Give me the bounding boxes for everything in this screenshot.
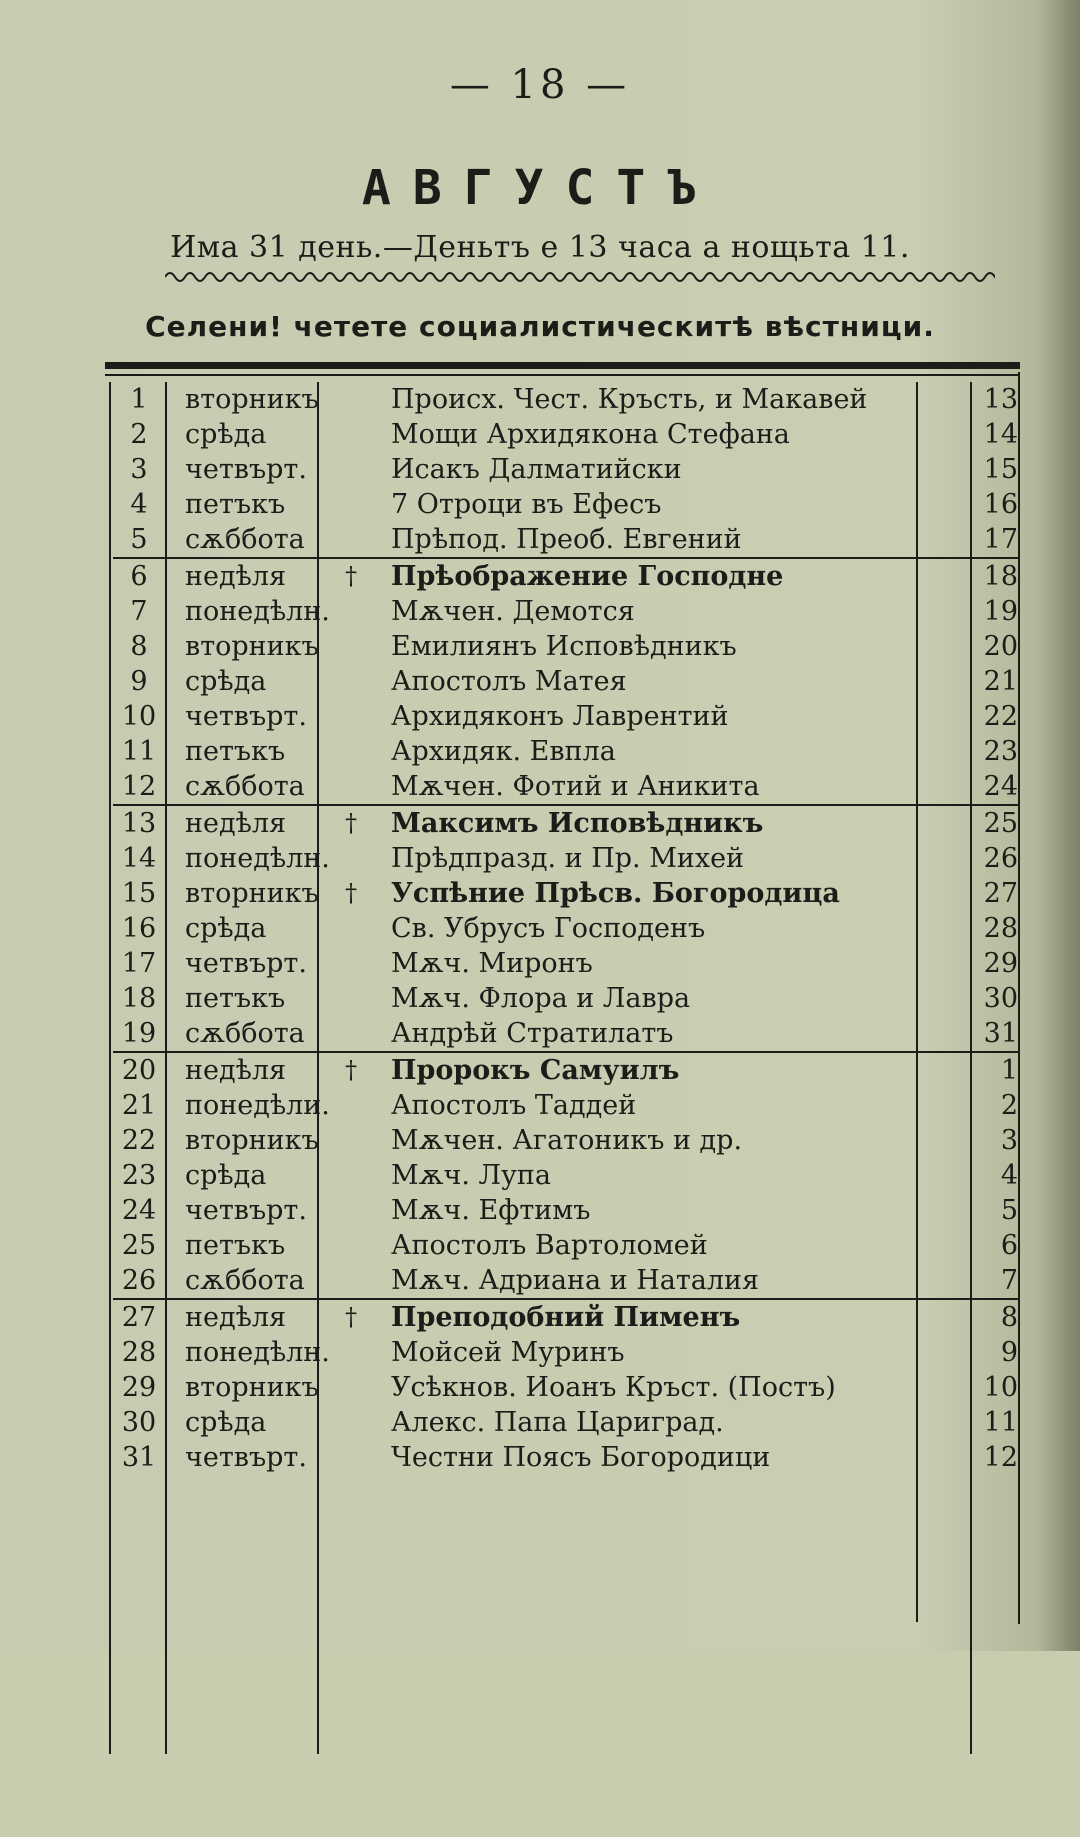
- slogan: Селени! четете социалистическитѣ вѣстници.: [145, 310, 935, 343]
- calendar-row: [113, 1405, 1019, 1440]
- feast-name: 7 Отроци въ Ефесъ: [391, 489, 662, 520]
- week-group: [113, 804, 1019, 1051]
- calendar-row: [113, 1193, 1019, 1228]
- old-style-date: 5: [1000, 1195, 1018, 1226]
- calendar-row: [113, 522, 1019, 557]
- calendar-row: [113, 594, 1019, 629]
- weekday: петъкъ: [185, 736, 286, 767]
- old-style-date: 18: [983, 561, 1018, 592]
- old-style-date: 23: [983, 736, 1018, 767]
- date-number: 26: [121, 1265, 157, 1296]
- calendar-row: [113, 1158, 1019, 1193]
- feast-name: Преподобний Пименъ: [391, 1302, 741, 1333]
- old-style-date: 8: [1000, 1302, 1018, 1333]
- date-number: 19: [121, 1018, 157, 1049]
- date-number: 29: [121, 1372, 157, 1403]
- feast-name: Апостолъ Вартоломей: [391, 1230, 708, 1261]
- wavy-divider: [165, 268, 995, 286]
- weekday: четвърт.: [185, 1442, 307, 1473]
- feast-name: Архидяконъ Лаврентий: [391, 701, 729, 732]
- weekday: вторникъ: [185, 1125, 319, 1156]
- old-style-date: 15: [983, 454, 1018, 485]
- date-number: 21: [121, 1090, 157, 1121]
- table-top-rule: [105, 362, 1020, 369]
- date-number: 8: [130, 631, 148, 662]
- date-number: 14: [121, 843, 157, 874]
- calendar-row: [113, 769, 1019, 804]
- old-style-date: 19: [983, 596, 1018, 627]
- date-number: 24: [121, 1195, 157, 1226]
- calendar-row: [113, 1300, 1019, 1335]
- weekday: вторникъ: [185, 631, 319, 662]
- date-number: 17: [121, 948, 157, 979]
- date-number: 18: [121, 983, 157, 1014]
- date-number: 28: [121, 1337, 157, 1368]
- feast-name: Апостолъ Матея: [391, 666, 627, 697]
- feast-name: Максимъ Исповѣдникъ: [391, 808, 764, 839]
- calendar-row: [113, 841, 1019, 876]
- old-style-date: 17: [983, 524, 1018, 555]
- calendar-row: [113, 876, 1019, 911]
- week-group: [113, 1298, 1019, 1475]
- date-number: 23: [121, 1160, 157, 1191]
- calendar-row: [113, 1228, 1019, 1263]
- weekday: четвърт.: [185, 948, 307, 979]
- calendar-row: [113, 1370, 1019, 1405]
- calendar-row: [113, 699, 1019, 734]
- date-number: 1: [130, 384, 148, 415]
- old-style-date: 25: [983, 808, 1018, 839]
- feast-name: Прѣдпразд. и Пр. Михей: [391, 843, 745, 874]
- date-number: 12: [121, 771, 157, 802]
- feast-name: Мѫчен. Демотся: [391, 596, 635, 627]
- calendar-row: [113, 946, 1019, 981]
- date-number: 30: [121, 1407, 157, 1438]
- feast-name: Мѫчен. Фотий и Аникита: [391, 771, 760, 802]
- feast-cross: †: [345, 1303, 357, 1331]
- feast-name: Андрѣй Стратилатъ: [391, 1018, 674, 1049]
- weekday: недѣля: [185, 1302, 287, 1333]
- old-style-date: 29: [983, 948, 1018, 979]
- feast-name: Прѣображение Господне: [391, 561, 784, 592]
- calendar-row: [113, 911, 1019, 946]
- weekday: сѫббота: [185, 524, 305, 555]
- weekday: петъкъ: [185, 1230, 286, 1261]
- calendar-row: [113, 487, 1019, 522]
- date-number: 16: [121, 913, 157, 944]
- feast-name: Происх. Чест. Кръсть, и Макавей: [391, 384, 868, 415]
- old-style-date: 7: [1000, 1265, 1018, 1296]
- date-number: 3: [130, 454, 148, 485]
- weekday: понедѣли.: [185, 1090, 330, 1121]
- old-style-date: 21: [983, 666, 1018, 697]
- calendar-row: [113, 559, 1019, 594]
- calendar-row: [113, 1016, 1019, 1051]
- feast-name: Алекс. Папа Цариград.: [391, 1407, 724, 1438]
- old-style-date: 13: [983, 384, 1018, 415]
- feast-name: Успѣние Прѣсв. Богородица: [391, 878, 840, 909]
- feast-cross: †: [345, 562, 357, 590]
- weekday: четвърт.: [185, 701, 307, 732]
- calendar-row: [113, 734, 1019, 769]
- old-style-date: 20: [983, 631, 1018, 662]
- weekday: срѣда: [185, 913, 267, 944]
- calendar-row: [113, 629, 1019, 664]
- date-number: 2: [130, 419, 148, 450]
- weekday: срѣда: [185, 419, 267, 450]
- feast-name: Мѫчен. Агатоникъ и др.: [391, 1125, 743, 1156]
- weekday: вторникъ: [185, 1372, 319, 1403]
- weekday: петъкъ: [185, 489, 286, 520]
- feast-name: Честни Поясъ Богородици: [391, 1442, 771, 1473]
- week-group: [113, 382, 1019, 557]
- feast-name: Мѫч. Ефтимъ: [391, 1195, 591, 1226]
- calendar-row: [113, 1335, 1019, 1370]
- old-style-date: 26: [983, 843, 1018, 874]
- date-number: 6: [130, 561, 148, 592]
- weekday: недѣля: [185, 808, 287, 839]
- old-style-date: 16: [983, 489, 1018, 520]
- old-style-date: 9: [1000, 1337, 1018, 1368]
- weekday: сѫббота: [185, 1018, 305, 1049]
- feast-name: Архидяк. Евпла: [391, 736, 616, 767]
- old-style-date: 11: [983, 1407, 1018, 1438]
- feast-name: Мойсей Муринъ: [391, 1337, 625, 1368]
- old-style-date: 24: [983, 771, 1018, 802]
- weekday: четвърт.: [185, 454, 307, 485]
- weekday: четвърт.: [185, 1195, 307, 1226]
- weekday: срѣда: [185, 666, 267, 697]
- feast-name: Мѫч. Лупа: [391, 1160, 552, 1191]
- feast-name: Мѫч. Флора и Лавра: [391, 983, 691, 1014]
- date-number: 22: [121, 1125, 157, 1156]
- date-number: 10: [121, 701, 157, 732]
- date-number: 27: [121, 1302, 157, 1333]
- calendar-row: [113, 452, 1019, 487]
- weekday: вторникъ: [185, 384, 319, 415]
- old-style-date: 31: [983, 1018, 1018, 1049]
- date-number: 31: [121, 1442, 157, 1473]
- weekday: вторникъ: [185, 878, 319, 909]
- table-left-border: [109, 382, 111, 1754]
- calendar-row: [113, 1263, 1019, 1298]
- feast-name: Св. Убрусъ Господенъ: [391, 913, 706, 944]
- calendar-row: [113, 1440, 1019, 1475]
- old-style-date: 22: [983, 701, 1018, 732]
- feast-cross: †: [345, 809, 357, 837]
- old-style-date: 30: [983, 983, 1018, 1014]
- old-style-date: 27: [983, 878, 1018, 909]
- old-style-date: 10: [983, 1372, 1018, 1403]
- old-style-date: 14: [983, 419, 1018, 450]
- feast-name: Пророкъ Самуилъ: [391, 1055, 680, 1086]
- date-number: 9: [130, 666, 148, 697]
- month-title: АВГУСТЪ: [361, 160, 719, 216]
- weekday: понедѣлн.: [185, 1337, 330, 1368]
- table-top-thin-rule: [105, 374, 1020, 376]
- calendar-row: [113, 806, 1019, 841]
- old-style-date: 1: [1000, 1055, 1018, 1086]
- week-group: [113, 1051, 1019, 1298]
- date-number: 4: [130, 489, 148, 520]
- weekday: петъкъ: [185, 983, 286, 1014]
- weekday: сѫббота: [185, 771, 305, 802]
- calendar-rows: [113, 382, 1019, 1475]
- calendar-row: [113, 1053, 1019, 1088]
- calendar-row: [113, 981, 1019, 1016]
- calendar-row: [113, 417, 1019, 452]
- weekday: сѫббота: [185, 1265, 305, 1296]
- weekday: недѣля: [185, 561, 287, 592]
- month-subtitle: Има 31 день.—Деньтъ е 13 часа а нощьта 11.: [170, 230, 910, 265]
- feast-name: Прѣпод. Преоб. Евгений: [391, 524, 742, 555]
- calendar-row: [113, 1123, 1019, 1158]
- old-style-date: 6: [1000, 1230, 1018, 1261]
- week-group: [113, 557, 1019, 804]
- old-style-date: 4: [1000, 1160, 1018, 1191]
- feast-name: Апостолъ Таддей: [391, 1090, 637, 1121]
- date-number: 11: [121, 736, 157, 767]
- old-style-date: 3: [1000, 1125, 1018, 1156]
- feast-cross: †: [345, 1056, 357, 1084]
- feast-name: Мощи Архидякона Стефана: [391, 419, 790, 450]
- calendar-row: [113, 1088, 1019, 1123]
- page-number: — 18 —: [449, 62, 631, 108]
- feast-name: Мѫч. Миронъ: [391, 948, 593, 979]
- feast-cross: †: [345, 879, 357, 907]
- weekday: недѣля: [185, 1055, 287, 1086]
- feast-name: Мѫч. Адриана и Наталия: [391, 1265, 760, 1296]
- weekday: срѣда: [185, 1160, 267, 1191]
- feast-name: Емилиянъ Исповѣдникъ: [391, 631, 737, 662]
- old-style-date: 28: [983, 913, 1018, 944]
- date-number: 20: [121, 1055, 157, 1086]
- date-number: 15: [121, 878, 157, 909]
- weekday: понедѣлн.: [185, 596, 330, 627]
- date-number: 25: [121, 1230, 157, 1261]
- feast-name: Усѣкнов. Иоанъ Кръст. (Постъ): [391, 1372, 836, 1403]
- date-number: 13: [121, 808, 157, 839]
- weekday: срѣда: [185, 1407, 267, 1438]
- old-style-date: 12: [983, 1442, 1018, 1473]
- calendar-row: [113, 664, 1019, 699]
- date-number: 5: [130, 524, 148, 555]
- weekday: понедѣлн.: [185, 843, 330, 874]
- date-number: 7: [130, 596, 148, 627]
- old-style-date: 2: [1000, 1090, 1018, 1121]
- calendar-row: [113, 382, 1019, 417]
- feast-name: Исакъ Далматийски: [391, 454, 682, 485]
- calendar-table: [113, 382, 1021, 1837]
